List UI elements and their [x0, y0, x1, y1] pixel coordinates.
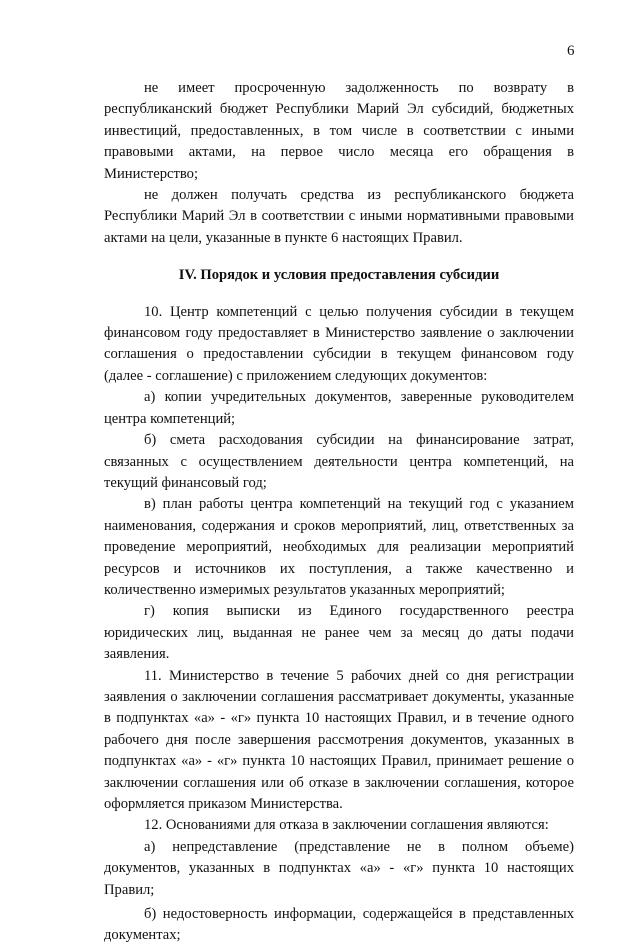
paragraph-11: 11. Министерство в течение 5 рабочих дней со дня регистрации заявления о заключении соглашения рассматривает документы, указанные в подпунктах «а» - «г» пункта 10 настоящих Правил, и в течение одного рабочего дня после завершения рассмотрения документов, указанных в подпунктах «а» - «г» пункта 10 настоящих Правил, принимает решение о заключении соглашения или об отказе в заключении соглашения, которое оформляется приказом Министерства.: [104, 667, 574, 812]
paragraph-10-g: г) копия выписки из Единого государственного реестра юридических лиц, выданная не ранее чем за месяц до даты подачи заявления.: [104, 603, 574, 663]
paragraph-no-other-funding: не должен получать средства из республиканского бюджета Республики Марий Эл в соответствии с иными нормативными правовыми актами на цели, указанные в пункте 6 настоящих Правил.: [104, 187, 574, 246]
document-body: [104, 78, 574, 947]
paragraph-12-a: а) непредставление (представление не в полном объеме) документов, указанных в подпунктах «а» - «г» пункта 10 настоящих Правил;: [104, 838, 574, 898]
section-heading: IV. Порядок и условия предоставления субсидии: [178, 267, 500, 284]
page-number: 6: [567, 43, 575, 59]
paragraph-10-v: в) план работы центра компетенций на текущий год с указанием наименования, содержания и сроков мероприятий, лиц, ответственных за проведение мероприятий, необходимых для реализации мероприятий ресурсов и источников их поступления, а также качественно и количественно измеримых результатов указанных мероприятий;: [104, 496, 574, 598]
paragraph-10-b: б) смета расходования субсидии на финансирование затрат, связанных с осуществлением деятельности центра компетенций, на текущий финансовый год;: [104, 432, 574, 491]
paragraph-12: 12. Основаниями для отказа в заключении соглашения являются:: [144, 817, 549, 834]
paragraph-no-overdue-debt: не имеет просроченную задолженность по возврату в республиканский бюджет Республики Марий Эл субсидий, бюджетных инвестиций, предоставленных, в том числе в соответствии с иными правовыми актами, на первое число месяца его обращения в Министерство;: [104, 80, 574, 182]
paragraph-12-b: б) недостоверность информации, содержащейся в представленных документах;: [104, 906, 574, 944]
paragraph-10-a: а) копии учредительных документов, заверенные руководителем центра компетенций;: [104, 389, 574, 427]
paragraph-10: 10. Центр компетенций с целью получения субсидии в текущем финансовом году предоставляет в Министерство заявление о заключении соглашения о предоставлении субсидии в текущем финансовом году (далее - соглашение) с приложением следующих документов:: [104, 303, 574, 384]
